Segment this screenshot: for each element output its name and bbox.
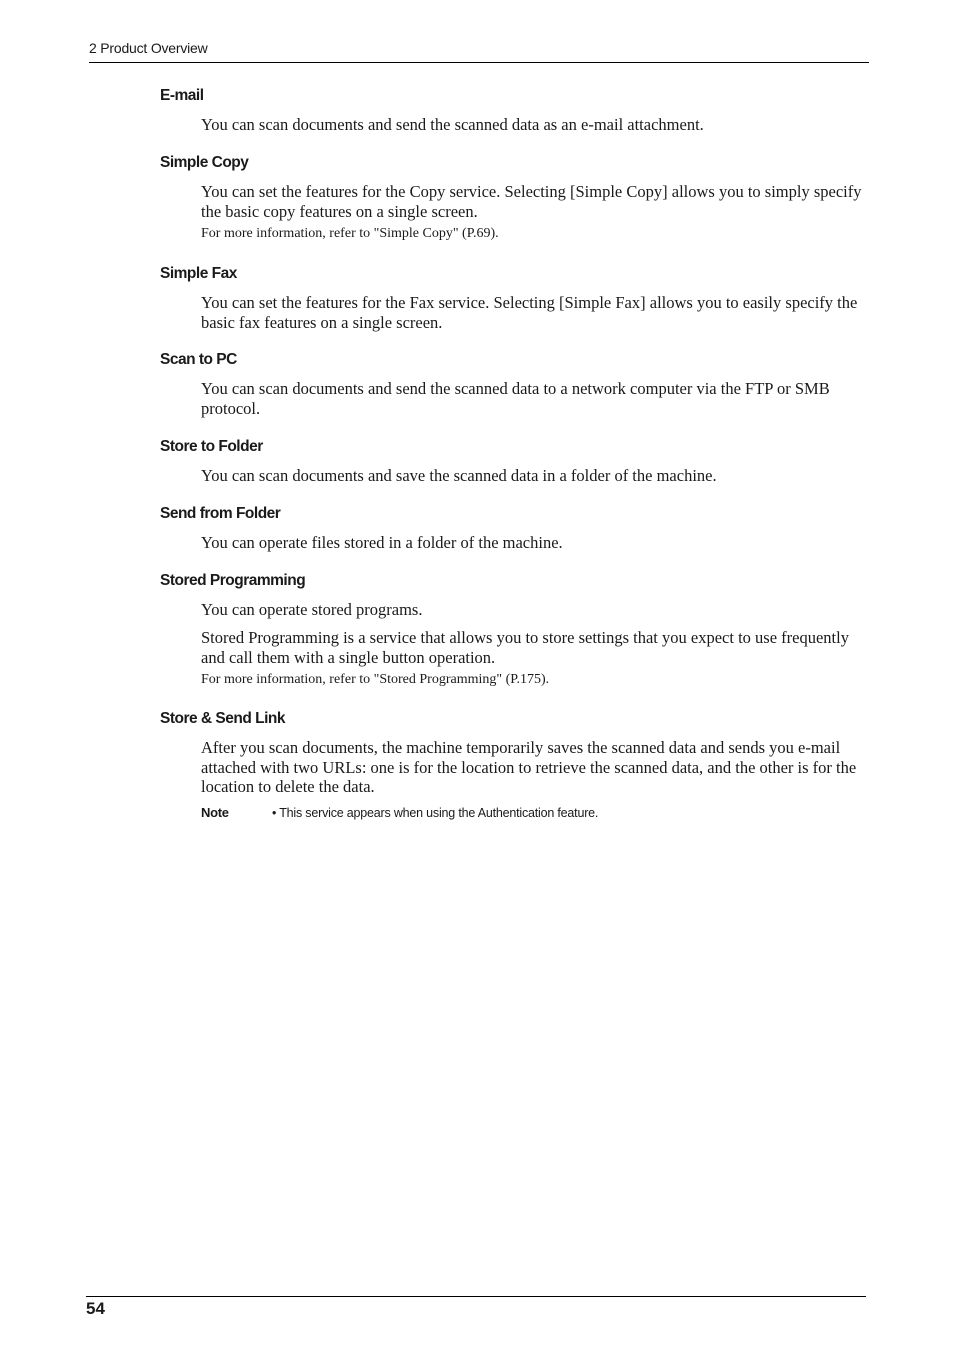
- section-paragraph: You can set the features for the Copy service. Selecting [Simple Copy] allows you to simply specify the basic copy features on a single screen.: [201, 182, 862, 221]
- section-paragraph: You can operate files stored in a folder of the machine.: [201, 533, 563, 552]
- note-label: Note: [201, 805, 229, 820]
- section-paragraph: You can set the features for the Fax service. Selecting [Simple Fax] allows you to easily specify the basic fax features on a single screen.: [201, 293, 858, 332]
- header-rule: [89, 62, 869, 63]
- cross-reference: For more information, refer to "Simple Copy" (P.69).: [201, 226, 499, 241]
- section-heading: Simple Fax: [160, 265, 237, 282]
- section-paragraph: You can scan documents and save the scanned data in a folder of the machine.: [201, 466, 717, 485]
- section-paragraph: You can operate stored programs.: [201, 600, 423, 619]
- footer-rule: [86, 1296, 866, 1297]
- section-heading: Simple Copy: [160, 154, 249, 171]
- section-heading: Scan to PC: [160, 351, 237, 368]
- section-heading: E-mail: [160, 87, 204, 104]
- section-paragraph: You can scan documents and send the scanned data as an e-mail attachment.: [201, 115, 704, 134]
- section-paragraph: You can scan documents and send the scanned data to a network computer via the FTP or SMB protocol.: [201, 379, 830, 418]
- section-heading: Store to Folder: [160, 438, 263, 455]
- page-number: 54: [86, 1299, 105, 1318]
- running-header: 2 Product Overview: [89, 40, 208, 56]
- section-paragraph: After you scan documents, the machine temporarily saves the scanned data and sends you e-mail attached with two URLs: one is for the location to retrieve the scanned data, and the other is for the location to delete the data.: [201, 738, 857, 796]
- section-paragraph: Stored Programming is a service that allows you to store settings that you expect to use frequently and call them with a single button operation.: [201, 628, 849, 667]
- section-heading: Send from Folder: [160, 505, 281, 522]
- note-text: • This service appears when using the Authentication feature.: [272, 806, 599, 820]
- section-heading: Store & Send Link: [160, 710, 285, 727]
- section-heading: Stored Programming: [160, 572, 306, 589]
- cross-reference: For more information, refer to "Stored Programming" (P.175).: [201, 672, 550, 687]
